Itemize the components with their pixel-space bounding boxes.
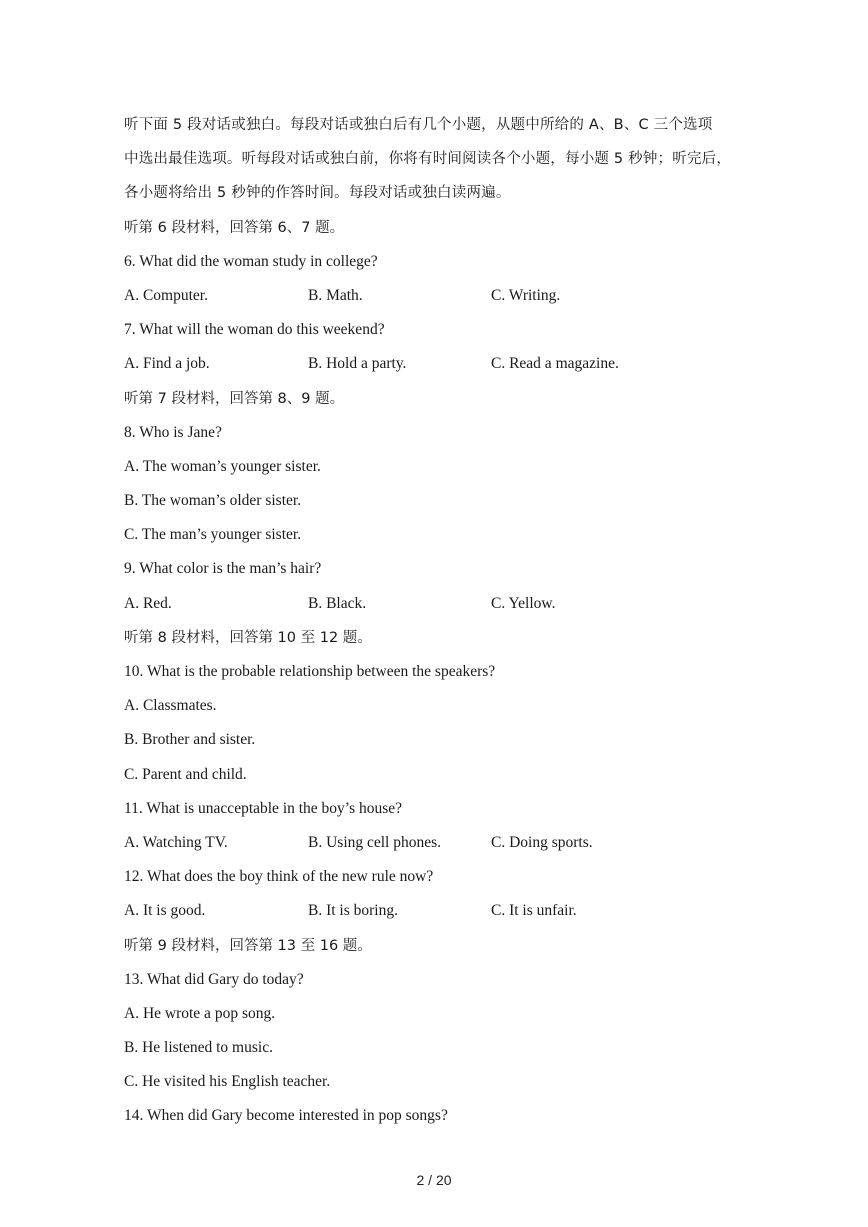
- option-c: C. Writing.: [491, 286, 561, 304]
- question-10-option-a: A. Classmates.: [124, 697, 217, 715]
- section-heading-6: 听第 6 段材料，回答第 6、7 题。: [124, 219, 345, 236]
- instructions-line-3: 各小题将给出 5 秒钟的作答时间。每段对话或独白读两遍。: [124, 185, 511, 202]
- option-b: B. It is boring.: [308, 902, 398, 920]
- page-content: [124, 108, 764, 1134]
- option-c: C. It is unfair.: [491, 902, 577, 920]
- question-7-options: [124, 347, 764, 381]
- question-12: 12. What does the boy think of the new rule now?: [124, 868, 434, 886]
- question-13: 13. What did Gary do today?: [124, 970, 304, 988]
- option-c: C. Doing sports.: [491, 833, 593, 851]
- page-number: 2 / 20: [416, 1172, 452, 1188]
- section-heading-9: 听第 9 段材料，回答第 13 至 16 题。: [124, 937, 372, 954]
- option-a: A. Watching TV.: [124, 833, 228, 851]
- question-14: 14. When did Gary become interested in pop songs?: [124, 1107, 448, 1125]
- instructions-line-1: 听下面 5 段对话或独白。每段对话或独白后有几个小题，从题中所给的 A、B、C 三个选项: [124, 117, 713, 133]
- question-13-option-c: C. He visited his English teacher.: [124, 1073, 331, 1091]
- question-6: 6. What did the woman study in college?: [124, 252, 378, 270]
- question-11-options: [124, 826, 764, 860]
- question-8: 8. Who is Jane?: [124, 423, 222, 441]
- question-10-option-b: B. Brother and sister.: [124, 731, 256, 749]
- question-9: 9. What color is the man’s hair?: [124, 560, 322, 578]
- question-8-option-b: B. The woman’s older sister.: [124, 492, 302, 510]
- question-8-option-a: A. The woman’s younger sister.: [124, 457, 321, 475]
- option-b: B. Math.: [308, 286, 363, 304]
- option-c: C. Yellow.: [491, 594, 556, 612]
- section-heading-7: 听第 7 段材料，回答第 8、9 题。: [124, 390, 345, 407]
- option-a: A. Red.: [124, 594, 172, 612]
- question-13-option-b: B. He listened to music.: [124, 1039, 273, 1057]
- question-7: 7. What will the woman do this weekend?: [124, 321, 385, 339]
- option-a: A. It is good.: [124, 902, 206, 920]
- question-9-options: [124, 587, 764, 621]
- question-11: 11. What is unacceptable in the boy’s house?: [124, 799, 403, 817]
- option-a: A. Find a job.: [124, 355, 210, 373]
- question-10: 10. What is the probable relationship between the speakers?: [124, 663, 496, 680]
- question-12-options: [124, 894, 764, 928]
- question-6-options: [124, 279, 764, 313]
- question-10-option-c: C. Parent and child.: [124, 765, 247, 783]
- question-8-option-c: C. The man’s younger sister.: [124, 526, 302, 544]
- question-13-option-a: A. He wrote a pop song.: [124, 1004, 276, 1022]
- option-b: B. Black.: [308, 594, 367, 612]
- option-b: B. Hold a party.: [308, 355, 407, 373]
- instructions-line-2: 中选出最佳选项。听每段对话或独白前，你将有时间阅读各个小题，每小题 5 秒钟；听完后，: [124, 151, 732, 168]
- section-heading-8: 听第 8 段材料，回答第 10 至 12 题。: [124, 629, 372, 646]
- option-b: B. Using cell phones.: [308, 833, 442, 851]
- option-c: C. Read a magazine.: [491, 355, 619, 373]
- option-a: A. Computer.: [124, 286, 208, 304]
